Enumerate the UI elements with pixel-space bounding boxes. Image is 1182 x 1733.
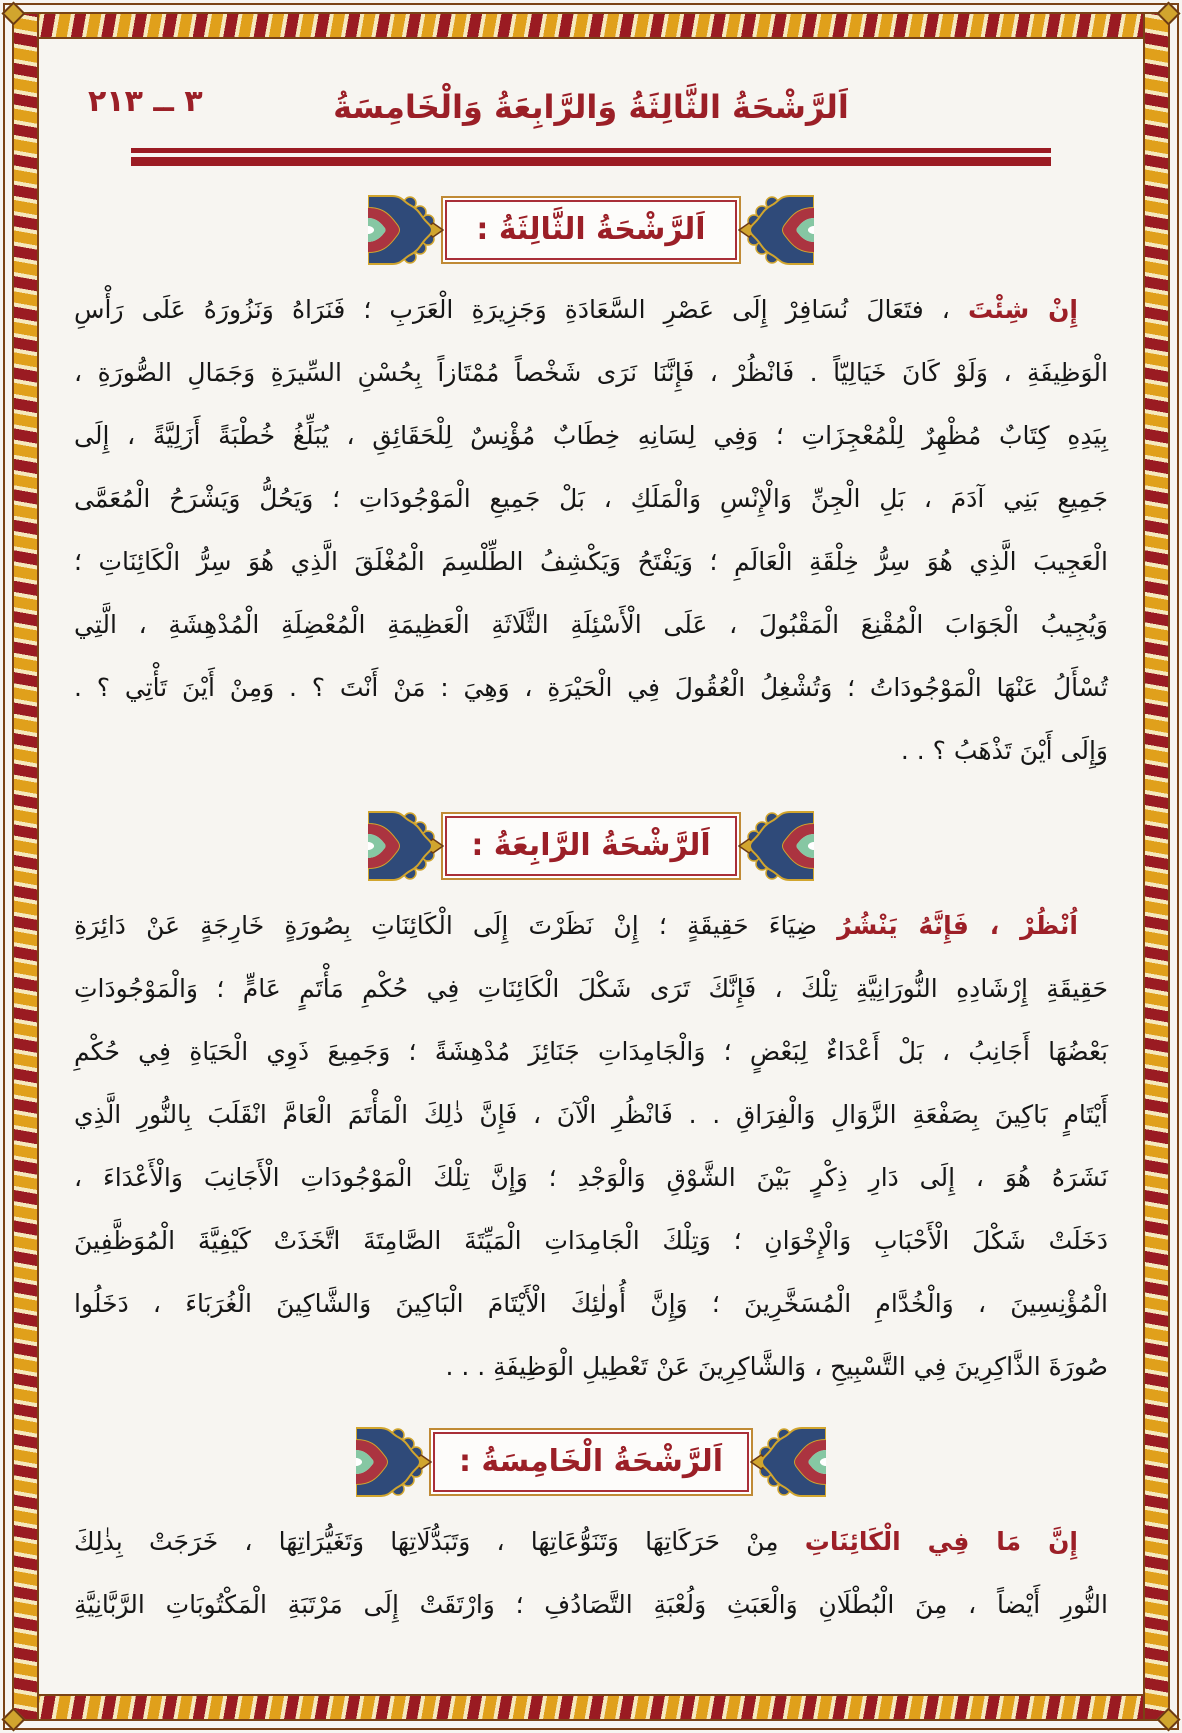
section-heading-box [429,1428,753,1496]
text-line [74,1020,1108,1083]
body-text: بَعْضُهَا أَجَانِبُ ، بَلْ أَعْدَاءٌ لِبَعْضٍ ؛ وَالْجَامِدَاتِ جَنَائِزَ مُدْهِشَةً ؛ وَجَمِيعَ ذَوِي الْحَيَاةِ فِي حُكْمِ [74,1037,1108,1066]
body-text: أَيْتَامٍ بَاكِينَ بِصَفْعَةِ الزَّوَالِ وَالْفِرَاقِ . . فَانْظُرِ الْآنَ ، فَإِنَّ ذٰلِكَ الْمَأْتَمَ الْعَامَّ انْقَلَبَ بِالنُّورِ الَّذِي [74,1100,1108,1129]
section-heading [74,190,1108,270]
text-line [74,719,1108,782]
text-line [74,894,1108,957]
body-text: النُّورِ أَيْضاً ، مِنَ الْبُطْلَانِ وَالْعَبَثِ وَلُعْبَةِ التَّصَادُفِ ؛ وَارْتَقَتْ إِلَى مَرْتَبَةِ الْمَكْتُوبَاتِ الرَّبَّانِيَّةِ [74,1590,1108,1619]
chain-border-right [1143,12,1170,1721]
chain-border-bottom [12,1694,1170,1721]
text-line [74,530,1108,593]
chain-border-left [12,12,39,1721]
body-text: دَخَلَتْ شَكْلَ الْأَحْبَابِ وَالْإِخْوَانِ ؛ وَتِلْكَ الْجَامِدَاتِ الْمَيِّتَةَ الصَّامِتَةَ اتَّخَذَتْ كَيْفِيَّةَ الْمُوَظَّفِينَ [74,1226,1108,1255]
text-line [74,278,1108,341]
section-heading [74,1422,1108,1502]
text-line [74,1573,1108,1636]
text-line [74,1083,1108,1146]
body-text: بِيَدِهِ كِتَابٌ مُظْهِرٌ لِلْمُعْجِزَاتِ ؛ وَفِي لِسَانِهِ خِطَابٌ مُؤْنِسٌ لِلْحَقَائِقِ ، يُبَلِّغُ خُطْبَةً أَزَلِيَّةً ، إِلَى [74,421,1108,450]
paragraph [74,278,1108,782]
floral-bracket-icon [356,1422,432,1502]
text-line [74,1146,1108,1209]
body-text: الْمُؤْنِسِينَ ، وَالْخُدَّامِ الْمُسَخَّرِينَ ؛ وَإِنَّ أُولٰئِكَ الْأَيْتَامَ الْبَاكِينَ وَالشَّاكِينَ الْغُرَبَاءَ ، دَخَلُوا [74,1289,1108,1318]
text-line [74,341,1108,404]
body-text: تُسْأَلُ عَنْهَا الْمَوْجُودَاتُ ؛ وَتُشْغِلُ الْعُقُولَ فِي الْحَيْرَةِ ، وَهِيَ : مَنْ أَنْتَ ؟ . وَمِنْ أَيْنَ تَأْتِي ؟ . [74,673,1108,702]
text-line [74,1510,1108,1573]
droplet-section [74,190,1108,782]
chain-border-top [12,12,1170,39]
floral-bracket-icon [750,1422,826,1502]
droplet-section [74,806,1108,1398]
section-heading-label: اَلرَّشْحَةُ الرَّابِعَةُ : [471,828,711,863]
floral-bracket-icon [368,806,444,886]
text-line [74,1272,1108,1335]
section-heading-label: اَلرَّشْحَةُ الْخَامِسَةُ : [458,1444,724,1479]
text-line [74,1335,1108,1398]
sections-container [74,190,1108,1636]
text-line [74,404,1108,467]
text-line [74,1209,1108,1272]
body-text: مِنْ حَرَكَاتِهَا وَتَنَوُّعَاتِهَا ، وَتَبَدُّلَاتِهَا وَتَغَيُّرَاتِهَا ، خَرَجَتْ بِذٰلِكَ [74,1527,805,1556]
body-text: صُورَةَ الذَّاكِرِينَ فِي التَّسْبِيحِ ، وَالشَّاكِرِينَ عَنْ تَعْطِيلِ الْوَظِيفَةِ . . . [445,1352,1108,1381]
droplet-section [74,1422,1108,1636]
highlight-phrase: اُنْظُرْ ، فَإِنَّهُ يَنْشُرُ [837,911,1078,940]
text-line [74,593,1108,656]
body-text: ضِيَاءَ حَقِيقَةٍ ؛ إِنْ نَظَرْتَ إِلَى الْكَائِنَاتِ بِصُورَةٍ خَارِجَةٍ عَنْ دَائِرَةِ [74,911,838,940]
paragraph [74,894,1108,1398]
body-text: وَإِلَى أَيْنَ تَذْهَبُ ؟ . . [900,736,1108,765]
section-heading-box [441,812,741,880]
body-text: نَشَرَهُ هُوَ ، إِلَى دَارِ ذِكْرٍ بَيْنَ الشَّوْقِ وَالْوَجْدِ ؛ وَإِنَّ تِلْكَ الْمَوْجُودَاتِ الْأَجَانِبَ وَالْأَعْدَاءَ ، [74,1163,1108,1192]
header-rule-thick [131,157,1051,166]
body-text: جَمِيعِ بَنِي آدَمَ ، بَلِ الْجِنِّ وَالْإِنْسِ وَالْمَلَكِ ، بَلْ جَمِيعِ الْمَوْجُودَاتِ ؛ وَيَحُلُّ وَيَشْرَحُ الْمُعَمَّى [74,484,1108,513]
body-text: وَيُجِيبُ الْجَوَابَ الْمُقْنِعَ الْمَقْبُولَ ، عَلَى الْأَسْئِلَةِ الثَّلَاثَةِ الْعَظِيمَةِ الْمُعْضِلَةِ الْمُدْهِشَةِ ، الَّتِي [74,610,1108,639]
highlight-phrase: إِنْ شِئْتَ [967,295,1078,324]
text-line [74,656,1108,719]
section-heading [74,806,1108,886]
body-text: ، فتَعَالَ نُسَافِرْ إِلَى عَصْرِ السَّعَادَةِ وَجَزِيرَةِ الْعَرَبِ ؛ فَنَرَاهُ وَنَزُورَهُ عَلَى رَأْسِ [74,295,968,324]
text-line [74,957,1108,1020]
highlight-phrase: إِنَّ مَا فِي الْكَائِنَاتِ [804,1527,1078,1556]
paragraph [74,1510,1108,1636]
text-line [74,467,1108,530]
body-text: الْعَجِيبَ الَّذِي هُوَ سِرُّ خِلْقَةِ الْعَالَمِ ؛ وَيَفْتَحُ وَيَكْشِفُ الطِّلْسِمَ الْمُغْلَقَ الَّذِي هُوَ سِرُّ الْكَائِنَاتِ ؛ [74,547,1108,576]
floral-bracket-icon [738,806,814,886]
page-content [44,42,1138,1691]
header-rule [131,148,1051,166]
body-text: حَقِيقَةِ إِرْشَادِهِ النُّورَانِيَّةِ تِلْكَ ، فَإِنَّكَ تَرَى شَكْلَ الْكَائِنَاتِ فِي حُكْمِ مَأْتَمٍ عَامٍّ ؛ وَالْمَوْجُودَاتِ [74,974,1108,1003]
floral-bracket-icon [738,190,814,270]
page-title: اَلرَّشْحَةُ الثَّالِثَةُ وَالرَّابِعَةُ وَالْخَامِسَةُ [333,88,849,126]
page-header [74,76,1108,138]
floral-bracket-icon [368,190,444,270]
section-heading-label: اَلرَّشْحَةُ الثَّالِثَةُ : [476,212,706,247]
header-rule-thin [131,148,1051,153]
body-text: الْوَظِيفَةِ ، وَلَوْ كَانَ خَيَالِيّاً . فَانْظُرْ ، فَإِنَّنَا نَرَى شَخْصاً مُمْتَازاً بِحُسْنِ السِّيرَةِ وَجَمَالِ الصُّورَةِ ، [74,358,1108,387]
page-number: ٣ ــ ٢١٣ [88,84,203,119]
section-heading-box [441,196,741,264]
